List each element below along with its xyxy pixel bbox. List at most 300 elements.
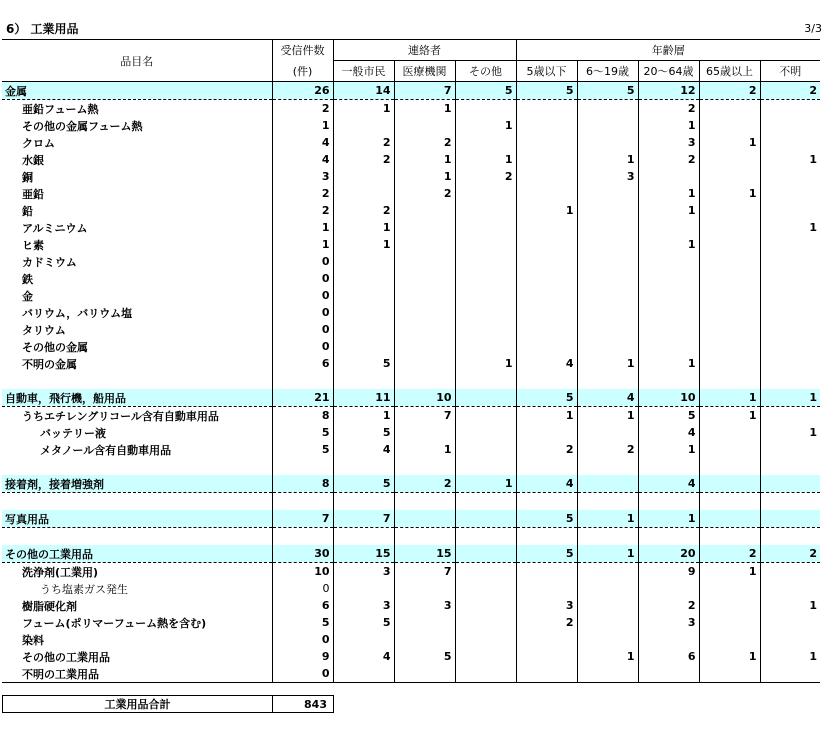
- value-cell: [638, 528, 699, 546]
- value-cell: [760, 168, 820, 185]
- value-cell: [577, 304, 638, 321]
- value-cell: 1: [577, 355, 638, 372]
- value-cell: 20: [638, 545, 699, 563]
- value-cell: [455, 202, 516, 219]
- total-value: 843: [273, 696, 334, 713]
- value-cell: [394, 202, 455, 219]
- value-cell: 3: [394, 597, 455, 614]
- item-name-cell: 亜鉛: [2, 185, 272, 202]
- category-row: [2, 510, 820, 528]
- value-cell: [516, 631, 577, 648]
- value-cell: 2: [333, 134, 394, 151]
- value-cell: [516, 168, 577, 185]
- count-unit-header: (件): [272, 61, 333, 82]
- value-cell: [455, 580, 516, 597]
- value-cell: [455, 648, 516, 665]
- value-cell: 3: [638, 614, 699, 631]
- value-cell: [455, 545, 516, 563]
- table-row: [2, 580, 820, 597]
- count-cell: [272, 372, 333, 389]
- value-cell: 2: [455, 168, 516, 185]
- value-cell: [638, 580, 699, 597]
- item-name-cell: 不明の金属: [2, 355, 272, 372]
- value-cell: 2: [699, 545, 760, 563]
- value-cell: [577, 597, 638, 614]
- value-cell: [760, 372, 820, 389]
- count-cell: 0: [272, 270, 333, 287]
- spacer-row: [2, 372, 820, 389]
- value-cell: 1: [760, 151, 820, 168]
- item-name-cell: 水銀: [2, 151, 272, 168]
- item-name-cell: フューム(ポリマーフューム熱を含む): [2, 614, 272, 631]
- count-cell: 4: [272, 134, 333, 151]
- value-cell: [516, 493, 577, 511]
- value-cell: [394, 510, 455, 528]
- value-cell: [516, 304, 577, 321]
- item-name-cell: タリウム: [2, 321, 272, 338]
- count-cell: 6: [272, 355, 333, 372]
- count-cell: 1: [272, 219, 333, 236]
- table-row: [2, 648, 820, 665]
- value-cell: 2: [333, 202, 394, 219]
- value-cell: [699, 528, 760, 546]
- value-cell: [699, 151, 760, 168]
- value-cell: 5: [516, 82, 577, 100]
- item-name-cell: アルミニウム: [2, 219, 272, 236]
- value-cell: 5: [638, 407, 699, 425]
- value-cell: [333, 321, 394, 338]
- value-cell: [455, 287, 516, 304]
- table-row: [2, 321, 820, 338]
- value-cell: 2: [760, 82, 820, 100]
- value-cell: [516, 321, 577, 338]
- value-cell: [638, 493, 699, 511]
- value-cell: [455, 185, 516, 202]
- value-cell: [760, 441, 820, 458]
- value-cell: 7: [394, 407, 455, 425]
- item-name-cell: 自動車，飛行機，船用品: [2, 389, 272, 407]
- value-cell: [760, 528, 820, 546]
- item-name-cell: 洗浄剤(工業用): [2, 563, 272, 581]
- category-row: [2, 545, 820, 563]
- count-cell: 7: [272, 510, 333, 528]
- value-cell: [699, 580, 760, 597]
- value-cell: [577, 424, 638, 441]
- value-cell: [760, 475, 820, 493]
- value-cell: [333, 458, 394, 475]
- value-cell: 7: [394, 563, 455, 581]
- value-cell: [577, 100, 638, 118]
- value-cell: [394, 117, 455, 134]
- statistics-table: [2, 39, 820, 683]
- value-cell: 1: [455, 475, 516, 493]
- value-cell: [516, 236, 577, 253]
- value-cell: [699, 168, 760, 185]
- value-cell: [455, 372, 516, 389]
- count-cell: 0: [272, 321, 333, 338]
- value-cell: 1: [333, 100, 394, 118]
- value-cell: 1: [333, 219, 394, 236]
- value-cell: [516, 563, 577, 581]
- value-cell: [455, 563, 516, 581]
- item-name-cell: [2, 493, 272, 511]
- value-cell: [516, 253, 577, 270]
- value-cell: [699, 614, 760, 631]
- value-cell: [394, 580, 455, 597]
- count-cell: 5: [272, 424, 333, 441]
- value-cell: [333, 528, 394, 546]
- value-cell: [760, 287, 820, 304]
- value-cell: [577, 253, 638, 270]
- table-row: [2, 424, 820, 441]
- value-cell: 5: [333, 355, 394, 372]
- value-cell: 5: [516, 545, 577, 563]
- value-cell: 15: [333, 545, 394, 563]
- count-cell: 0: [272, 631, 333, 648]
- value-cell: 5: [516, 510, 577, 528]
- value-cell: 5: [577, 82, 638, 100]
- value-cell: [516, 528, 577, 546]
- value-cell: [455, 100, 516, 118]
- value-cell: [455, 458, 516, 475]
- table-row: [2, 407, 820, 425]
- value-cell: [455, 597, 516, 614]
- item-name-cell: その他の金属フューム熱: [2, 117, 272, 134]
- value-cell: [577, 270, 638, 287]
- count-cell: 2: [272, 185, 333, 202]
- value-cell: [394, 270, 455, 287]
- value-cell: 1: [638, 236, 699, 253]
- value-cell: [516, 185, 577, 202]
- value-cell: 1: [638, 202, 699, 219]
- value-cell: [760, 563, 820, 581]
- contact-header: 医療機関: [394, 61, 455, 82]
- value-cell: 2: [516, 614, 577, 631]
- value-cell: [577, 236, 638, 253]
- value-cell: [333, 253, 394, 270]
- value-cell: 1: [516, 202, 577, 219]
- value-cell: [760, 202, 820, 219]
- value-cell: [516, 287, 577, 304]
- value-cell: [516, 372, 577, 389]
- value-cell: [577, 665, 638, 683]
- value-cell: [699, 219, 760, 236]
- value-cell: [760, 100, 820, 118]
- contact-header: その他: [455, 61, 516, 82]
- value-cell: [577, 219, 638, 236]
- value-cell: 2: [394, 134, 455, 151]
- category-row: [2, 389, 820, 407]
- item-name-cell: その他の金属: [2, 338, 272, 355]
- value-cell: 1: [577, 510, 638, 528]
- value-cell: [577, 631, 638, 648]
- value-cell: [333, 117, 394, 134]
- count-cell: 3: [272, 168, 333, 185]
- table-row: [2, 134, 820, 151]
- count-cell: 2: [272, 100, 333, 118]
- item-name-cell: ヒ素: [2, 236, 272, 253]
- value-cell: [333, 493, 394, 511]
- value-cell: [455, 528, 516, 546]
- value-cell: [333, 631, 394, 648]
- section-title: 6） 工業用品: [6, 22, 79, 36]
- count-cell: 0: [272, 665, 333, 683]
- table-row: [2, 563, 820, 581]
- table-row: [2, 441, 820, 458]
- item-name-cell: うちエチレングリコール含有自動車用品: [2, 407, 272, 425]
- value-cell: [760, 304, 820, 321]
- value-cell: [394, 287, 455, 304]
- value-cell: [455, 493, 516, 511]
- item-name-cell: [2, 458, 272, 475]
- table-row: [2, 304, 820, 321]
- value-cell: [394, 372, 455, 389]
- table-row: [2, 338, 820, 355]
- value-cell: 1: [699, 648, 760, 665]
- count-cell: 21: [272, 389, 333, 407]
- table-row: [2, 355, 820, 372]
- value-cell: [760, 355, 820, 372]
- category-row: [2, 82, 820, 100]
- value-cell: [455, 424, 516, 441]
- value-cell: 2: [638, 100, 699, 118]
- value-cell: [394, 219, 455, 236]
- value-cell: [333, 580, 394, 597]
- value-cell: [699, 665, 760, 683]
- value-cell: [577, 458, 638, 475]
- value-cell: 1: [333, 407, 394, 425]
- value-cell: [455, 665, 516, 683]
- item-name-cell: 亜鉛フューム熱: [2, 100, 272, 118]
- value-cell: [699, 287, 760, 304]
- value-cell: 3: [333, 597, 394, 614]
- value-cell: [333, 338, 394, 355]
- item-name-cell: カドミウム: [2, 253, 272, 270]
- value-cell: [333, 287, 394, 304]
- value-cell: 1: [455, 151, 516, 168]
- count-cell: 0: [272, 338, 333, 355]
- count-cell: 5: [272, 441, 333, 458]
- total-table: [2, 695, 334, 713]
- value-cell: [394, 253, 455, 270]
- value-cell: [455, 270, 516, 287]
- value-cell: [455, 614, 516, 631]
- item-name-header: 品目名: [2, 40, 272, 82]
- value-cell: [638, 168, 699, 185]
- value-cell: [455, 321, 516, 338]
- value-cell: 9: [638, 563, 699, 581]
- value-cell: [577, 614, 638, 631]
- value-cell: [638, 631, 699, 648]
- age-header: 65歳以上: [699, 61, 760, 82]
- value-cell: 1: [699, 563, 760, 581]
- table-row: [2, 202, 820, 219]
- value-cell: [333, 168, 394, 185]
- value-cell: 5: [333, 424, 394, 441]
- value-cell: [333, 185, 394, 202]
- item-name-cell: その他の工業用品: [2, 648, 272, 665]
- value-cell: 2: [394, 475, 455, 493]
- value-cell: [577, 202, 638, 219]
- count-cell: 10: [272, 563, 333, 581]
- item-name-cell: 写真用品: [2, 510, 272, 528]
- value-cell: 1: [760, 597, 820, 614]
- age-header: 20～64歳: [638, 61, 699, 82]
- value-cell: [455, 389, 516, 407]
- item-name-cell: メタノール含有自動車用品: [2, 441, 272, 458]
- value-cell: [577, 338, 638, 355]
- value-cell: [699, 304, 760, 321]
- value-cell: [577, 134, 638, 151]
- value-cell: 3: [638, 134, 699, 151]
- value-cell: [638, 665, 699, 683]
- table-row: [2, 168, 820, 185]
- value-cell: [760, 134, 820, 151]
- value-cell: [760, 631, 820, 648]
- value-cell: 5: [333, 475, 394, 493]
- table-row: [2, 270, 820, 287]
- value-cell: 1: [638, 117, 699, 134]
- value-cell: [455, 236, 516, 253]
- value-cell: [760, 458, 820, 475]
- item-name-cell: 金属: [2, 82, 272, 100]
- table-row: [2, 597, 820, 614]
- count-cell: 30: [272, 545, 333, 563]
- count-cell: 9: [272, 648, 333, 665]
- item-name-cell: うち塩素ガス発生: [2, 580, 272, 597]
- count-cell: 6: [272, 597, 333, 614]
- value-cell: [638, 321, 699, 338]
- value-cell: 4: [516, 475, 577, 493]
- value-cell: 1: [760, 219, 820, 236]
- value-cell: [699, 338, 760, 355]
- value-cell: [699, 117, 760, 134]
- value-cell: [760, 185, 820, 202]
- value-cell: 1: [455, 117, 516, 134]
- value-cell: 2: [516, 441, 577, 458]
- value-cell: 14: [333, 82, 394, 100]
- value-cell: [455, 304, 516, 321]
- table-row: [2, 219, 820, 236]
- value-cell: 1: [516, 407, 577, 425]
- item-name-cell: [2, 528, 272, 546]
- value-cell: [455, 441, 516, 458]
- value-cell: [699, 355, 760, 372]
- value-cell: [638, 304, 699, 321]
- value-cell: [760, 580, 820, 597]
- value-cell: 7: [333, 510, 394, 528]
- value-cell: 1: [394, 168, 455, 185]
- table-row: [2, 100, 820, 118]
- value-cell: 1: [699, 407, 760, 425]
- count-cell: [272, 458, 333, 475]
- value-cell: [638, 458, 699, 475]
- item-name-cell: バッテリー液: [2, 424, 272, 441]
- value-cell: [760, 407, 820, 425]
- count-cell: 0: [272, 253, 333, 270]
- value-cell: [455, 407, 516, 425]
- value-cell: [455, 631, 516, 648]
- value-cell: 2: [638, 597, 699, 614]
- value-cell: [516, 270, 577, 287]
- table-row: [2, 236, 820, 253]
- item-name-cell: 接着剤，接着増強剤: [2, 475, 272, 493]
- value-cell: 4: [333, 648, 394, 665]
- count-cell: 8: [272, 475, 333, 493]
- table-row: [2, 117, 820, 134]
- value-cell: 1: [638, 441, 699, 458]
- value-cell: [516, 117, 577, 134]
- value-cell: 2: [577, 441, 638, 458]
- count-cell: 8: [272, 407, 333, 425]
- value-cell: 5: [394, 648, 455, 665]
- value-cell: [699, 493, 760, 511]
- age-header: 6～19歳: [577, 61, 638, 82]
- value-cell: [699, 372, 760, 389]
- item-name-cell: 不明の工業用品: [2, 665, 272, 683]
- value-cell: [699, 253, 760, 270]
- value-cell: [516, 151, 577, 168]
- spacer-row: [2, 528, 820, 546]
- value-cell: [394, 665, 455, 683]
- count-cell: [272, 493, 333, 511]
- value-cell: 1: [760, 648, 820, 665]
- item-name-cell: 銅: [2, 168, 272, 185]
- value-cell: [577, 563, 638, 581]
- value-cell: [638, 219, 699, 236]
- value-cell: [394, 355, 455, 372]
- contact-header: 一般市民: [333, 61, 394, 82]
- value-cell: [760, 614, 820, 631]
- count-cell: 0: [272, 580, 333, 597]
- value-cell: [760, 338, 820, 355]
- value-cell: 1: [638, 510, 699, 528]
- value-cell: [577, 493, 638, 511]
- value-cell: 1: [760, 389, 820, 407]
- value-cell: [760, 253, 820, 270]
- value-cell: [699, 100, 760, 118]
- value-cell: 1: [699, 389, 760, 407]
- value-cell: [394, 493, 455, 511]
- value-cell: [699, 424, 760, 441]
- count-cell: 26: [272, 82, 333, 100]
- table-row: [2, 185, 820, 202]
- value-cell: [577, 475, 638, 493]
- value-cell: 2: [638, 151, 699, 168]
- age-group-header: 年齢層: [516, 40, 820, 61]
- value-cell: 1: [394, 441, 455, 458]
- value-cell: [699, 270, 760, 287]
- value-cell: [516, 134, 577, 151]
- value-cell: [516, 665, 577, 683]
- value-cell: 2: [699, 82, 760, 100]
- value-cell: 3: [516, 597, 577, 614]
- table-row: [2, 151, 820, 168]
- value-cell: [699, 441, 760, 458]
- value-cell: [516, 580, 577, 597]
- value-cell: 6: [638, 648, 699, 665]
- value-cell: 1: [333, 236, 394, 253]
- value-cell: [577, 287, 638, 304]
- value-cell: 1: [760, 424, 820, 441]
- value-cell: [394, 528, 455, 546]
- item-name-cell: その他の工業用品: [2, 545, 272, 563]
- value-cell: 11: [333, 389, 394, 407]
- item-name-cell: [2, 372, 272, 389]
- value-cell: [699, 458, 760, 475]
- value-cell: 4: [516, 355, 577, 372]
- value-cell: 1: [699, 134, 760, 151]
